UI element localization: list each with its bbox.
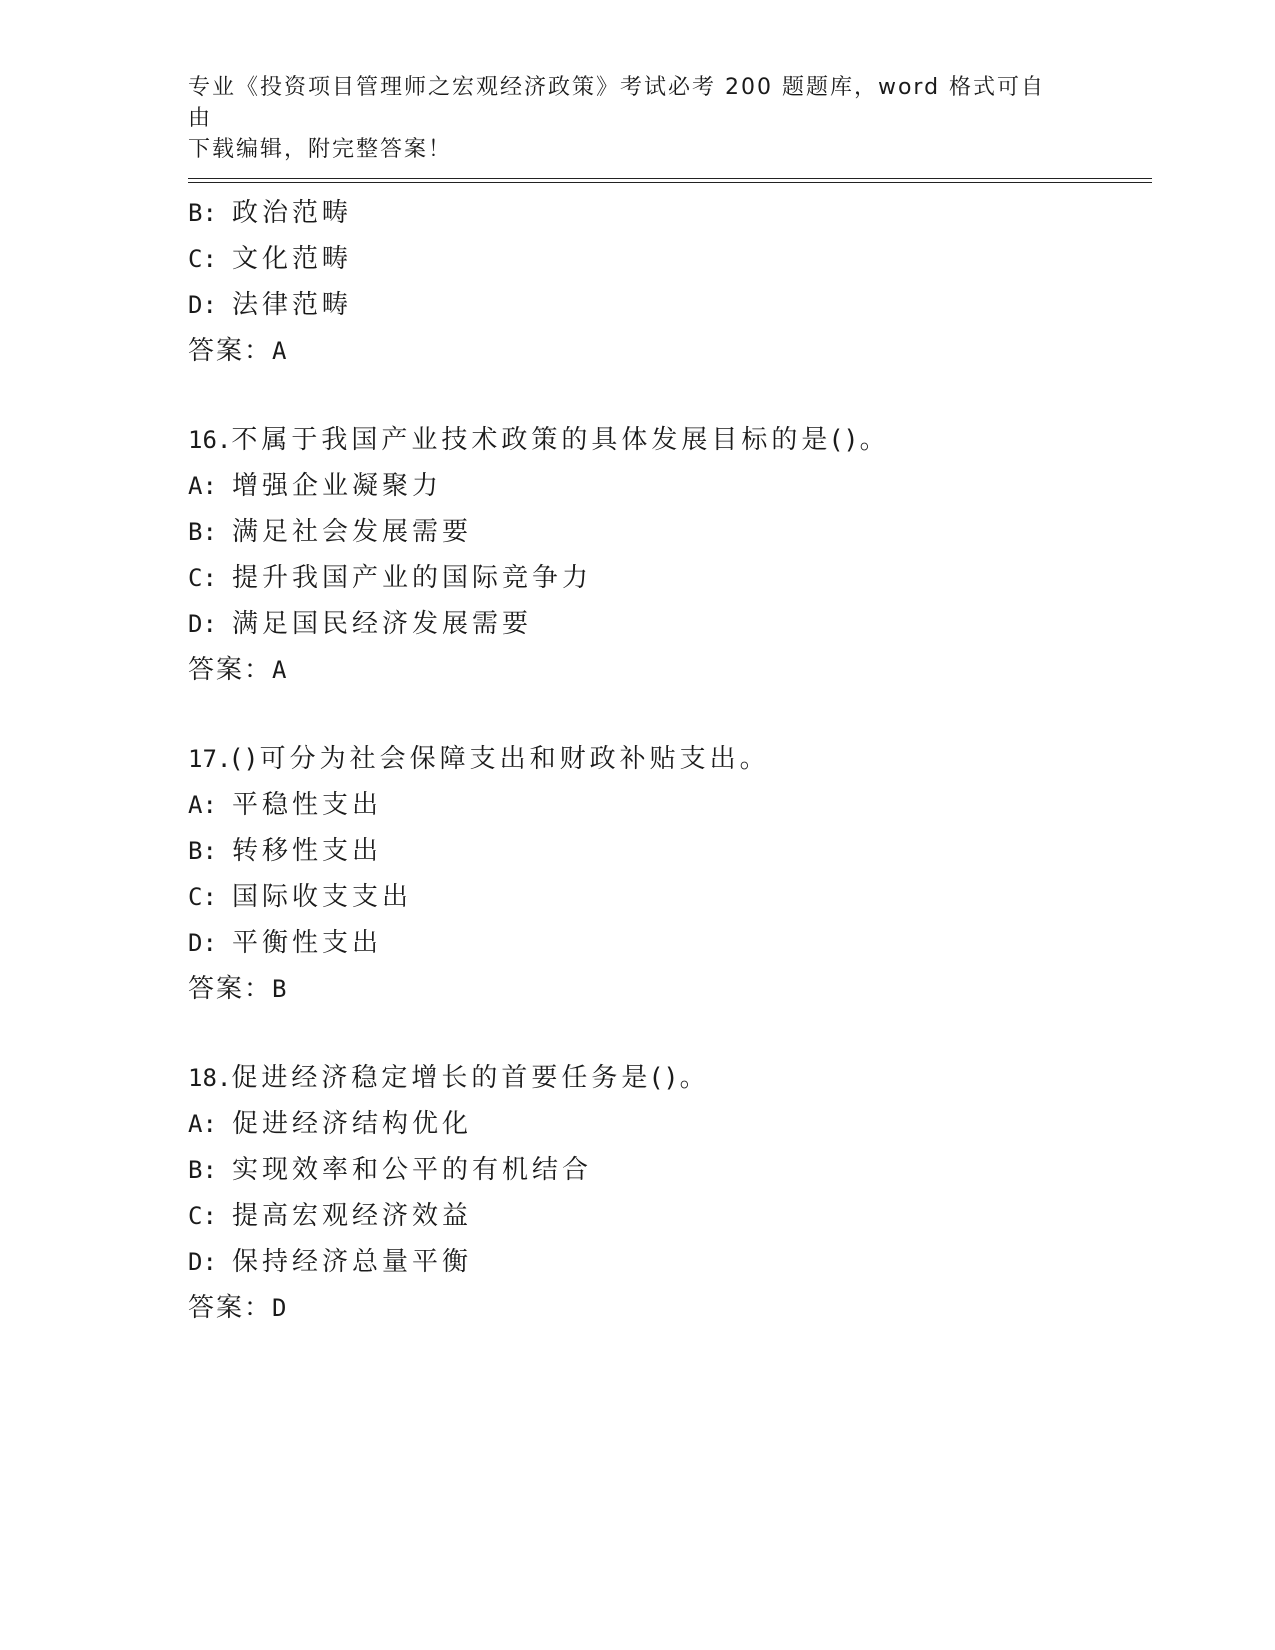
option-text: 提升我国产业的国际竞争力: [232, 563, 593, 593]
option-row: [188, 828, 1148, 874]
question-number: 17.: [188, 745, 232, 773]
option-row: [188, 1147, 1148, 1193]
header-rule-top: [188, 178, 1152, 179]
option-text: 平稳性支出: [232, 790, 383, 820]
option-letter: B:: [188, 199, 217, 227]
question-stem-row: [188, 417, 1148, 463]
option-letter: A:: [188, 791, 217, 819]
option-row: [188, 782, 1148, 828]
option-text: 国际收支支出: [232, 882, 413, 912]
option-row: [188, 190, 1148, 236]
option-text: 提高宏观经济效益: [232, 1201, 473, 1231]
option-text: 文化范畴: [232, 244, 353, 274]
option-row: [188, 236, 1148, 282]
option-text: 法律范畴: [232, 290, 353, 320]
document-header: [188, 72, 1068, 165]
question-block-16: [188, 417, 1148, 693]
question-block-18: [188, 1055, 1148, 1331]
option-letter: B:: [188, 1156, 217, 1184]
answer-label: 答案：: [188, 336, 273, 366]
answer-label: 答案：: [188, 974, 273, 1004]
spacer: [188, 374, 1148, 417]
option-letter: B:: [188, 518, 217, 546]
answer-row: [188, 1285, 1148, 1331]
option-letter: D:: [188, 1248, 217, 1276]
option-row: [188, 1193, 1148, 1239]
option-text: 保持经济总量平衡: [232, 1247, 473, 1277]
answer-value: D: [272, 1294, 287, 1322]
header-line-2: 下载编辑，附完整答案！: [188, 137, 453, 162]
document-body: [188, 190, 1148, 1331]
header-rule-bottom: [188, 182, 1152, 183]
option-text: 政治范畴: [232, 198, 353, 228]
answer-value: A: [272, 337, 287, 365]
option-row: [188, 874, 1148, 920]
option-row: [188, 282, 1148, 328]
answer-label: 答案：: [188, 655, 273, 685]
question-stem: ()可分为社会保障支出和财政补贴支出。: [231, 744, 770, 774]
answer-value: B: [272, 975, 287, 1003]
option-text: 实现效率和公平的有机结合: [232, 1155, 593, 1185]
option-text: 增强企业凝聚力: [232, 471, 443, 501]
option-row: [188, 920, 1148, 966]
option-text: 满足社会发展需要: [232, 517, 473, 547]
header-line-1: 专业《投资项目管理师之宏观经济政策》考试必考 200 题题库，word 格式可自由: [188, 75, 1046, 131]
option-row: [188, 1101, 1148, 1147]
option-letter: A:: [188, 472, 217, 500]
question-number: 16.: [188, 426, 232, 454]
option-letter: C:: [188, 883, 217, 911]
option-row: [188, 601, 1148, 647]
answer-row: [188, 328, 1148, 374]
option-letter: C:: [188, 1202, 217, 1230]
spacer: [188, 1012, 1148, 1055]
answer-row: [188, 966, 1148, 1012]
option-letter: C:: [188, 564, 217, 592]
option-text: 平衡性支出: [232, 928, 383, 958]
question-stem: 促进经济稳定增长的首要任务是()。: [231, 1063, 710, 1093]
option-row: [188, 509, 1148, 555]
answer-label: 答案：: [188, 1293, 273, 1323]
option-text: 满足国民经济发展需要: [232, 609, 533, 639]
option-row: [188, 1239, 1148, 1285]
option-letter: B:: [188, 837, 217, 865]
question-number: 18.: [188, 1064, 232, 1092]
option-letter: C:: [188, 245, 217, 273]
question-stem: 不属于我国产业技术政策的具体发展目标的是()。: [231, 425, 890, 455]
option-letter: D:: [188, 610, 217, 638]
option-row: [188, 555, 1148, 601]
question-block-17: [188, 736, 1148, 1012]
answer-value: A: [272, 656, 287, 684]
question-stem-row: [188, 1055, 1148, 1101]
option-letter: D:: [188, 929, 217, 957]
question-stem-row: [188, 736, 1148, 782]
option-text: 促进经济结构优化: [232, 1109, 473, 1139]
option-letter: D:: [188, 291, 217, 319]
spacer: [188, 693, 1148, 736]
question-block-partial: [188, 190, 1148, 374]
option-text: 转移性支出: [232, 836, 383, 866]
option-row: [188, 463, 1148, 509]
answer-row: [188, 647, 1148, 693]
option-letter: A:: [188, 1110, 217, 1138]
